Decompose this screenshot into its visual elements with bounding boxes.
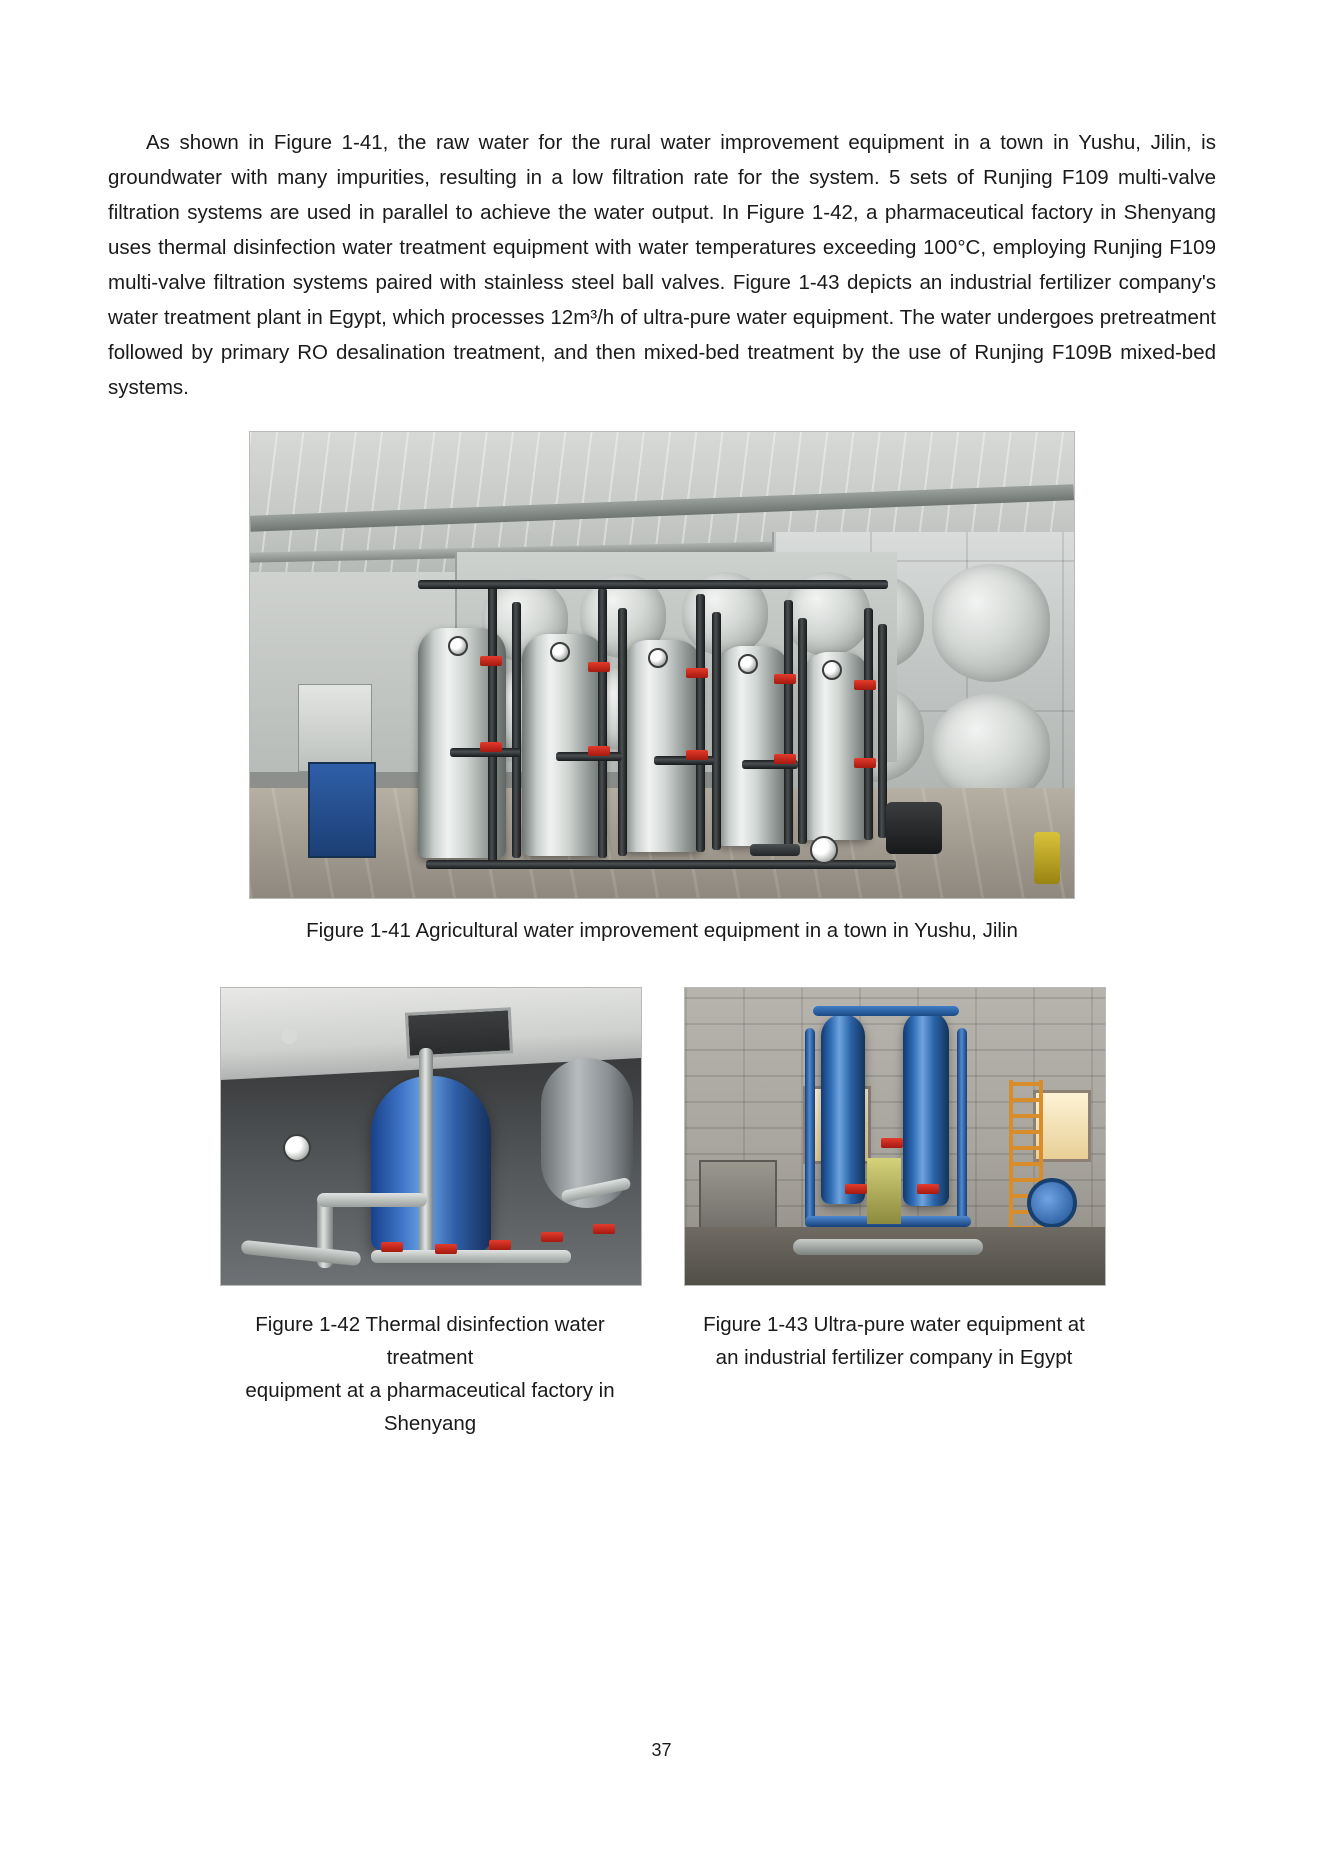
- riser-pipe: [784, 600, 793, 846]
- figure-1-43-caption-line2: an industrial fertilizer company in Egypt: [715, 1345, 1073, 1369]
- foreground-pressure-gauge: [810, 836, 838, 864]
- figure-row: [108, 987, 1216, 1440]
- valve-handle: [774, 674, 796, 684]
- valve-handle: [541, 1232, 563, 1242]
- pressure-gauge: [648, 648, 668, 668]
- figure-1-41-caption: Figure 1-41 Agricultural water improvement equipment in a town in Yushu, Jilin: [306, 918, 1018, 942]
- valve-handle: [588, 662, 610, 672]
- figure-1-41-wrapper: [108, 431, 1216, 899]
- riser-pipe: [864, 608, 873, 840]
- valve-handle: [593, 1224, 615, 1234]
- valve-handle: [686, 750, 708, 760]
- riser-pipe: [618, 608, 627, 856]
- valve-handle: [489, 1240, 511, 1250]
- valve-handle: [854, 758, 876, 768]
- valve-handle: [588, 746, 610, 756]
- header-pipe: [418, 580, 888, 589]
- figure-1-42-caption-line1: Figure 1-42 Thermal disinfection water treatment: [255, 1312, 605, 1369]
- valve-handle: [480, 742, 502, 752]
- valve-handle: [917, 1184, 939, 1194]
- riser-pipe: [957, 1028, 967, 1228]
- figure-1-42-caption: [220, 1308, 640, 1440]
- valve-handle: [774, 754, 796, 764]
- pressure-gauge: [550, 642, 570, 662]
- blue-equipment-box: [308, 762, 376, 858]
- figure-1-42-caption-line2: equipment at a pharmaceutical factory in Shenyang: [245, 1378, 615, 1435]
- riser-pipe: [712, 612, 721, 850]
- valve-handle: [435, 1244, 457, 1254]
- body-paragraph: [108, 125, 1216, 405]
- figure-1-42-wrapper: [220, 987, 640, 1440]
- foreground-valve: [750, 844, 800, 856]
- valve-handle: [845, 1184, 867, 1194]
- riser-pipe: [798, 618, 807, 844]
- figure-1-43-wrapper: [684, 987, 1104, 1440]
- valve-handle: [686, 668, 708, 678]
- pump-motor: [886, 802, 942, 854]
- yellow-container: [1034, 832, 1060, 884]
- riser-pipe: [696, 594, 705, 852]
- riser-pipe: [805, 1028, 815, 1228]
- pressure-gauge: [283, 1134, 311, 1162]
- figure-1-43-caption: [684, 1308, 1104, 1374]
- figure-1-41-image: [249, 431, 1075, 899]
- storage-tank-panel: [932, 564, 1050, 682]
- control-panel: [867, 1158, 901, 1224]
- mixed-bed-vessel: [903, 1010, 949, 1206]
- pressure-gauge: [448, 636, 468, 656]
- riser-pipe: [512, 602, 521, 858]
- pressure-gauge: [822, 660, 842, 680]
- figure-1-43-image: [684, 987, 1106, 1286]
- page-content: [108, 104, 1216, 1440]
- valve-handle: [480, 656, 502, 666]
- valve-handle: [881, 1138, 903, 1148]
- ceiling-fitting: [281, 1028, 297, 1044]
- top-header-pipe: [813, 1006, 959, 1016]
- floor-pipe: [793, 1239, 983, 1255]
- mixed-bed-vessel: [821, 1014, 865, 1204]
- pressure-gauge: [738, 654, 758, 674]
- floor: [685, 1227, 1105, 1285]
- side-pipe-horizontal: [317, 1193, 427, 1207]
- page-number: 37: [651, 1740, 672, 1760]
- main-riser-pipe: [419, 1048, 433, 1258]
- riser-pipe: [598, 588, 607, 858]
- figure-1-42-image: [220, 987, 642, 1286]
- control-cabinet: [298, 684, 372, 772]
- valve-handle: [854, 680, 876, 690]
- equipment-box: [699, 1160, 777, 1236]
- riser-pipe: [488, 582, 497, 862]
- valve-handle: [381, 1242, 403, 1252]
- coiled-hose: [1027, 1178, 1077, 1228]
- paragraph-text: As shown in Figure 1-41, the raw water for the rural water improvement equipment in a town in Yushu, Jilin, is groundwater with many impurities, resulting in a low filtration rate for the system. 5 sets of Runjing F109 multi-valve filtration systems are used in parallel to achieve the water output. In Figure 1-42, a pharmaceutical factory in Shenyang uses thermal disinfection water treatment equipment with water temperatures exceeding 100°C, employing Runjing F109 multi-valve filtration systems paired with stainless steel ball valves. Figure 1-43 depicts an industrial fertilizer company's water treatment plant in Egypt, which processes 12m³/h of ultra-pure water equipment. The water undergoes pretreatment followed by primary RO desalination treatment, and then mixed-bed treatment by the use of Runjing F109B mixed-bed systems.: [108, 130, 1216, 399]
- figure-1-43-caption-line1: Figure 1-43 Ultra-pure water equipment at: [703, 1312, 1085, 1336]
